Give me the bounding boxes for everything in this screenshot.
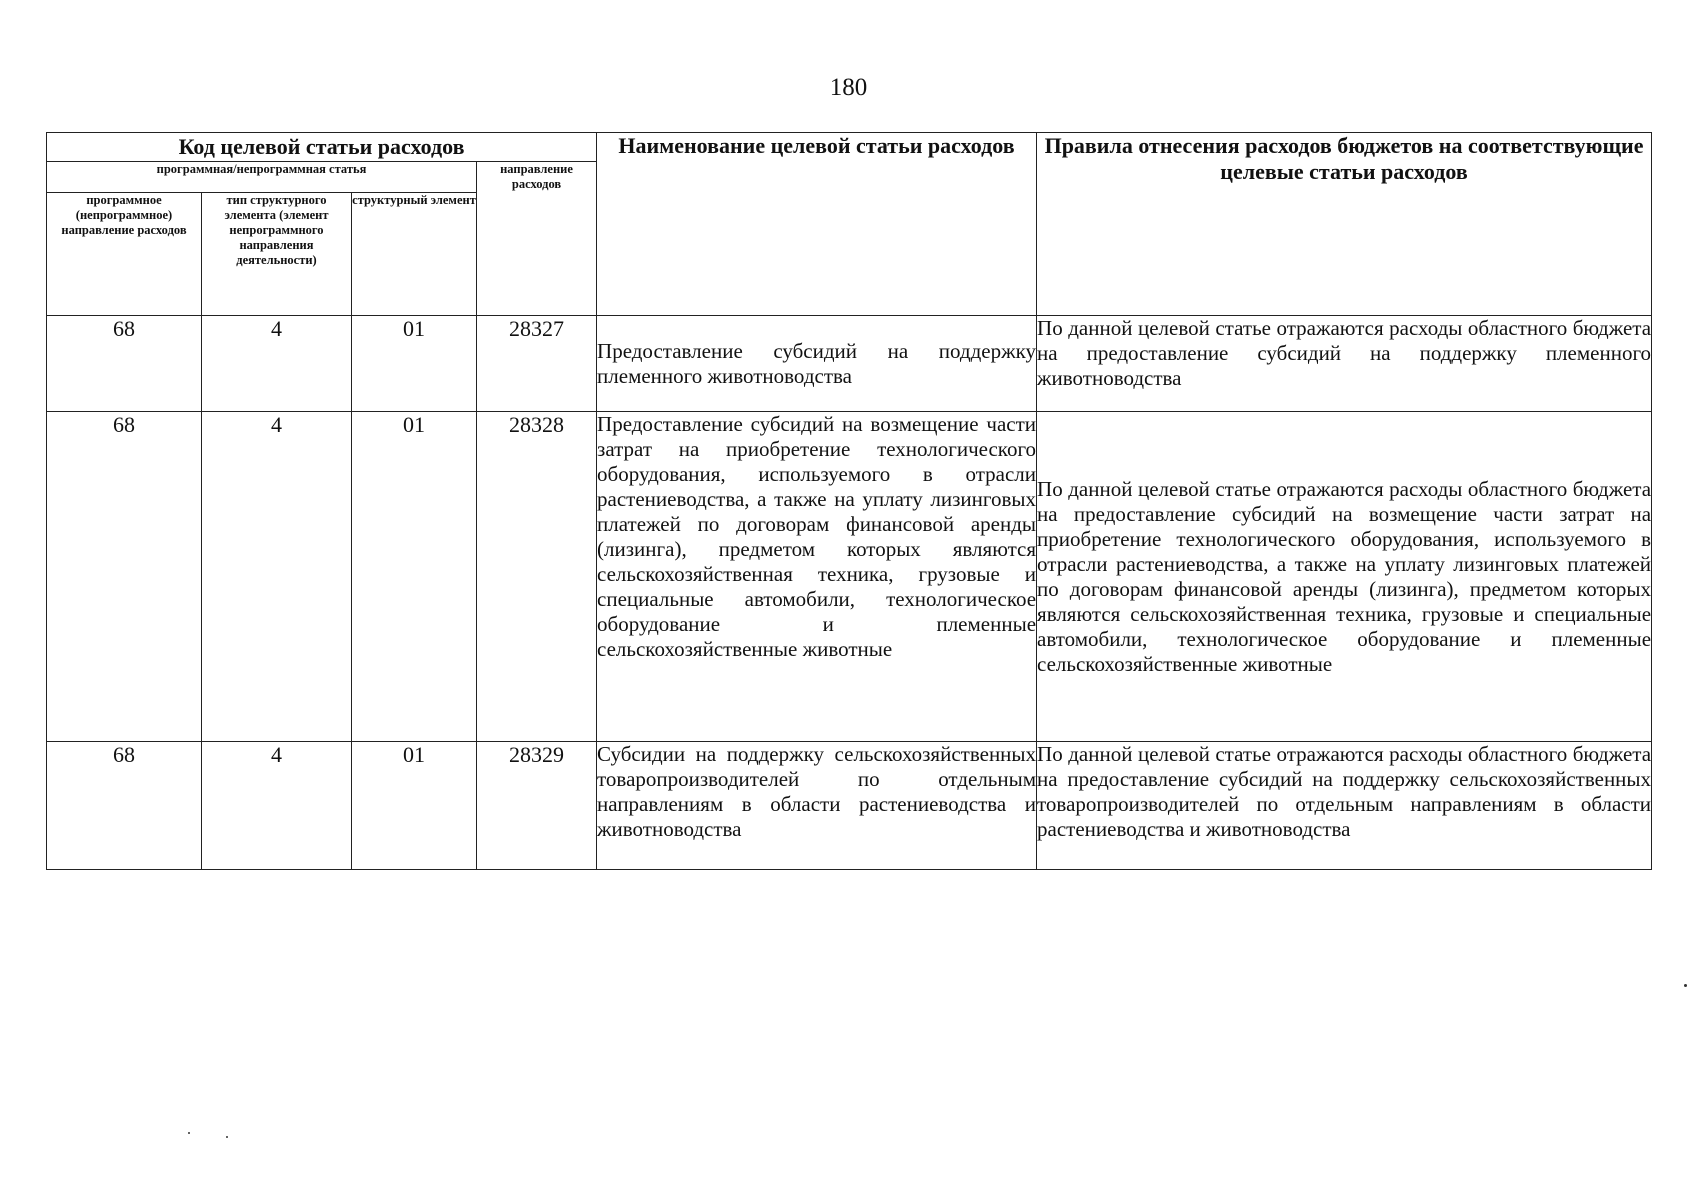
item-rule: По данной целевой статье отражаются расходы областного бюджета на предоставление субсидий на возмещение части затрат на приобретение технологического оборудования, используемого в отрасли растениеводства, а также на уплату лизинговых платежей по договорам финансовой аренды (лизинга), предметом которых являются сельскохозяйственная техника, грузовые и специальные автомобили, технологическое оборудование и племенные сельскохозяйственные животные bbox=[1037, 412, 1652, 742]
item-name: Предоставление субсидий на поддержку племенного животноводства bbox=[597, 316, 1037, 412]
page-number: 180 bbox=[829, 74, 868, 101]
program-code: 68 bbox=[47, 412, 202, 742]
element-code: 01 bbox=[352, 742, 477, 870]
structural-element-header: структурный элемент bbox=[352, 193, 477, 316]
element-code: 01 bbox=[352, 412, 477, 742]
item-rule: По данной целевой статье отражаются расходы областного бюджета на предоставление субсидий на поддержку племенного животноводства bbox=[1037, 316, 1652, 412]
rules-header: Правила отнесения расходов бюджетов на соответствующие целевые статьи расходов bbox=[1037, 133, 1652, 316]
budget-table bbox=[46, 132, 1652, 870]
table-row bbox=[47, 412, 1652, 742]
item-rule: По данной целевой статье отражаются расходы областного бюджета на предоставление субсидий на поддержку сельскохозяйственных товаропроизводителей по отдельным направлениям в области растениеводства и животноводства bbox=[1037, 742, 1652, 870]
program-direction-header: программное (непрограммное) направление расходов bbox=[47, 193, 202, 316]
direction-code: 28329 bbox=[477, 742, 597, 870]
type-code: 4 bbox=[202, 742, 352, 870]
header-row-1 bbox=[47, 133, 1652, 162]
item-name: Субсидии на поддержку сельскохозяйственных товаропроизводителей по отдельным направлениям в области растениеводства и животноводства bbox=[597, 742, 1037, 870]
element-code: 01 bbox=[352, 316, 477, 412]
code-header: Код целевой статьи расходов bbox=[47, 133, 597, 162]
program-item-header: программная/непрограммная статья bbox=[47, 162, 477, 193]
scan-speck bbox=[188, 1132, 190, 1134]
program-code: 68 bbox=[47, 742, 202, 870]
direction-code: 28328 bbox=[477, 412, 597, 742]
scan-speck bbox=[226, 1136, 228, 1138]
scan-speck bbox=[1684, 984, 1687, 987]
structural-type-header: тип структурного элемента (элемент непрограммного направления деятельности) bbox=[202, 193, 352, 316]
type-code: 4 bbox=[202, 412, 352, 742]
program-code: 68 bbox=[47, 316, 202, 412]
table-row bbox=[47, 316, 1652, 412]
item-name: Предоставление субсидий на возмещение части затрат на приобретение технологического оборудования, используемого в отрасли растениеводства, а также на уплату лизинговых платежей по договорам финансовой аренды (лизинга), предметом которых являются сельскохозяйственная техника, грузовые и специальные автомобили, технологическое оборудование и племенные сельскохозяйственные животные bbox=[597, 412, 1037, 742]
table-row bbox=[47, 742, 1652, 870]
type-code: 4 bbox=[202, 316, 352, 412]
direction-code: 28327 bbox=[477, 316, 597, 412]
name-header: Наименование целевой статьи расходов bbox=[597, 133, 1037, 316]
direction-header: направление расходов bbox=[477, 162, 597, 316]
